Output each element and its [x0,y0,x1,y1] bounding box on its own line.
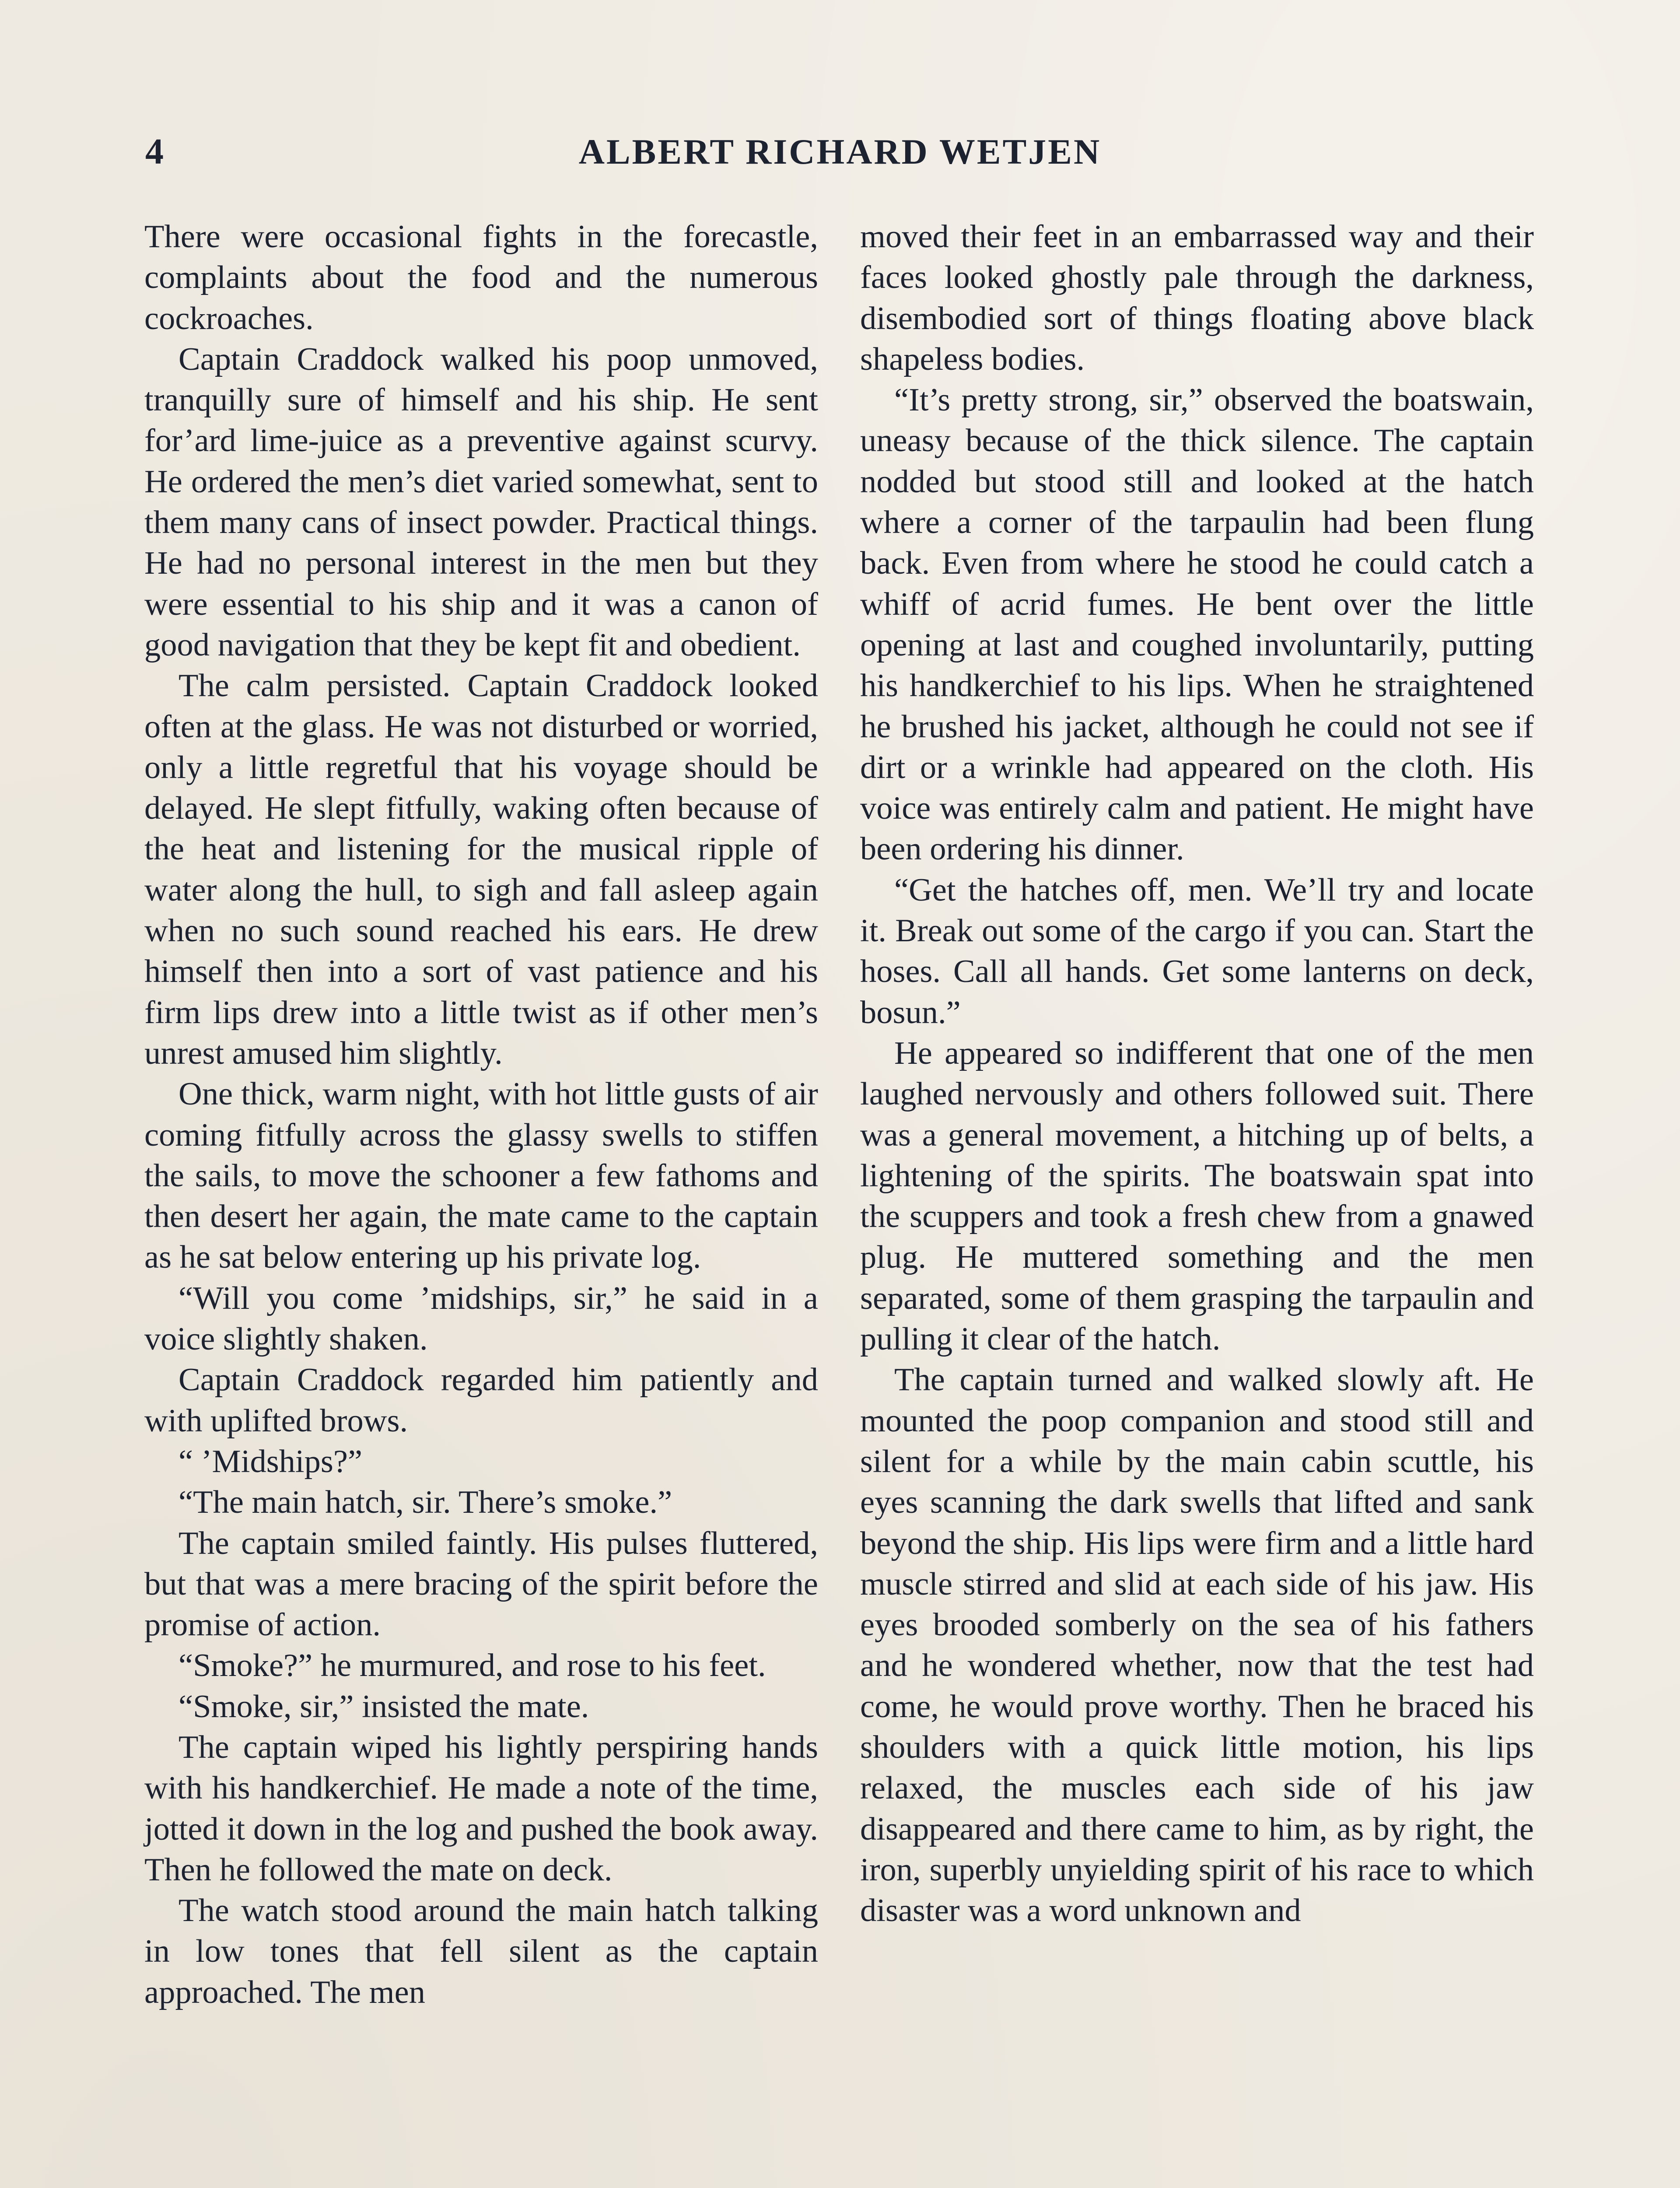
paragraph: The calm persisted. Captain Craddock looked often at the glass. He was not disturbed or worried, only a little regretful that his voyage should be delayed. He slept fitfully, waking often because of the heat and listening for the musical ripple of water along the hull, to sigh and fall asleep again when no such sound reached his ears. He drew himself then into a sort of vast patience and his firm lips drew into a little twist as if other men’s unrest amused him slightly. [144,668,818,1071]
paragraph: He appeared so indifferent that one of the men laughed nervously and others followed suit. There was a general movement, a hitching up of belts, a lightening of the spirits. The boatswain spat into the scuppers and took a fresh chew from a gnawed plug. He muttered something and the men separated, some of them grasping the tarpaulin and pulling it clear of the hatch. [860,1035,1534,1357]
paragraph: The captain smiled faintly. His pulses fluttered, but that was a mere bracing of the spirit before the promise of action. [144,1525,818,1643]
paragraph: Captain Craddock walked his poop unmoved, tranquilly sure of himself and his ship. He sent for’ard lime-juice as a preventive against scurvy. He ordered the men’s diet varied somewhat, sent to them many cans of insect powder. Practical things. He had no personal interest in the men but they were essential to his ship and it was a canon of good navigation that they be kept fit and obedient. [144,341,818,663]
paragraph: The watch stood around the main hatch talking in low tones that fell silent as the captain approached. The men [144,1893,818,2010]
paragraph: There were occasional fights in the forecastle, complaints about the food and the numerous cockroaches. [144,219,818,337]
paragraph: Captain Craddock regarded him patiently and with uplifted brows. [144,1362,818,1439]
running-head: ALBERT RICHARD WETJEN [578,132,1102,172]
paragraph: “Get the hatches off, men. We’ll try and locate it. Break out some of the cargo if you can. Start the hoses. Call all hands. Get some lanterns on deck, bosun.” [860,872,1534,1031]
paragraph: One thick, warm night, with hot little gusts of air coming fitfully across the glassy swells to stiffen the sails, to move the schooner a few fathoms and then desert her again, the mate came to the captain as he sat below entering up his private log. [144,1076,818,1276]
paragraph: “Will you come ’midships, sir,” he said in a voice slightly shaken. [144,1280,818,1357]
paragraph: “It’s pretty strong, sir,” observed the boatswain, uneasy because of the thick silence. The captain nodded but stood still and looked at the hatch where a corner of the tarpaulin had been flung back. Even from where he stood he could catch a whiff of acrid fumes. He bent over the little opening at last and coughed involuntarily, putting his handkerchief to his lips. When he straightened he brushed his jacket, although he could not see if dirt or a wrinkle had appeared on the cloth. His voice was entirely calm and patient. He might have been ordering his dinner. [860,382,1534,867]
paragraph: “Smoke?” he murmured, and rose to his feet. [178,1648,766,1684]
page-number: 4 [145,131,164,172]
paragraph: “The main hatch, sir. There’s smoke.” [178,1484,672,1521]
paragraph: The captain turned and walked slowly aft. He mounted the poop companion and stood still and silent for a while by the main cabin scuttle, his eyes scanning the dark swells that lifted and sank beyond the ship. His lips were firm and a little hard muscle stirred and slid at each side of his jaw. His eyes brooded somberly on the sea of his fathers and he wondered whether, now that the test had come, he would prove worthy. Then he braced his shoulders with a quick little motion, his lips relaxed, the muscles each side of his jaw disappeared and there came to him, as by right, the iron, superbly unyielding spirit of his race to which disaster was a word unknown and [860,1362,1534,1929]
left-column [144,217,818,2013]
paragraph-continuation: moved their feet in an embarrassed way and their faces looked ghostly pale through the darkness, disembodied sort of things floating above black shapeless bodies. [860,219,1534,377]
paragraph: “ ’Midships?” [178,1443,363,1480]
right-column [860,217,1534,1931]
page-header [140,128,1540,176]
paragraph: “Smoke, sir,” insisted the mate. [178,1688,589,1725]
paragraph: The captain wiped his lightly perspiring hands with his handkerchief. He made a note of the time, jotted it down in the log and pushed the book away. Then he followed the mate on deck. [144,1729,818,1888]
